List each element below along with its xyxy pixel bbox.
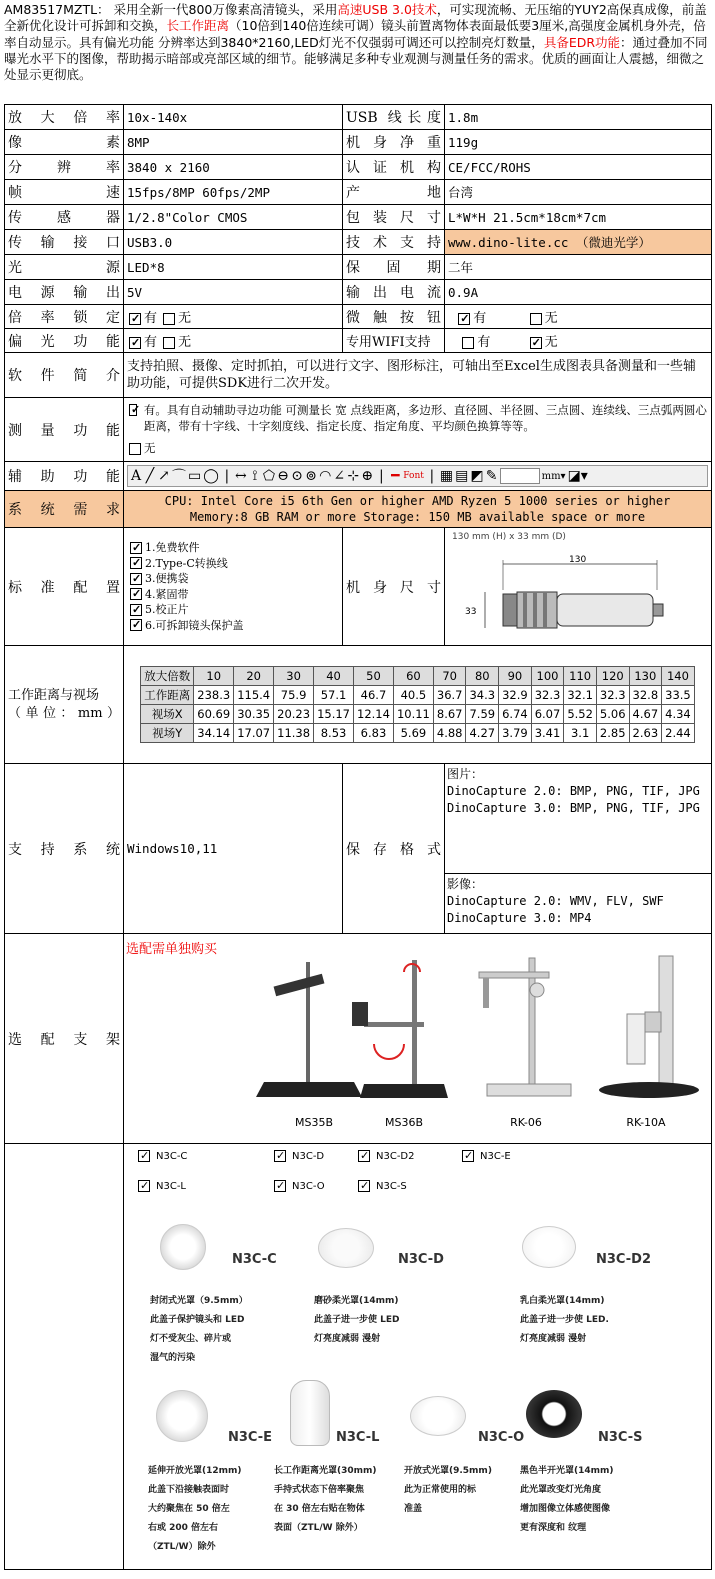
stand-gallery — [124, 936, 711, 1142]
spec-value: USB3.0 — [124, 230, 343, 255]
spec-label: 分辨率 — [5, 155, 124, 180]
list-item — [128, 556, 339, 572]
wd-cell: 46.7 — [354, 686, 394, 705]
spec-value: 119g — [445, 130, 712, 155]
polarizer-no-checkbox[interactable] — [163, 337, 175, 349]
cap-desc-line: 此盖子进一步使 LED. — [520, 1315, 609, 1325]
cap-desc-line: 表面（ZTL/W 除外） — [274, 1523, 363, 1533]
spec-label: 包装尺寸 — [343, 205, 445, 230]
wd-cell: 40 — [314, 667, 354, 686]
list-item-label: 3.便携袋 — [145, 572, 189, 585]
rate-lock-label: 倍率锁定 — [5, 305, 124, 329]
option-label: 无 — [178, 311, 192, 326]
dimension-caption: 130 mm (H) x 33 mm (D) — [452, 532, 566, 542]
item-checkbox[interactable] — [130, 588, 142, 600]
item-checkbox[interactable] — [130, 604, 142, 616]
polygon-tool-icon[interactable]: ⬠ — [262, 468, 276, 484]
lens-caps-section — [124, 1144, 711, 1566]
cap-description — [314, 1292, 484, 1349]
spec-label: USB 线长度 — [343, 105, 445, 130]
list-item-label: 5.校正片 — [145, 603, 189, 616]
list-item — [128, 571, 339, 587]
polyline-tool-icon[interactable]: ⟟ — [252, 468, 258, 484]
rate-lock-no-checkbox[interactable] — [163, 313, 175, 325]
cap-image — [290, 1380, 330, 1446]
wd-cell: 75.9 — [274, 686, 314, 705]
save-format-cell — [445, 764, 712, 934]
standard-config-label: 标准配置 — [5, 528, 124, 646]
cap-desc-line: 更有深度和 纹理 — [520, 1523, 587, 1533]
cap-check-label: N3C-E — [480, 1150, 511, 1162]
wd-cell: 5.06 — [596, 705, 629, 724]
spec-label: 放大倍率 — [5, 105, 124, 130]
spec-label: 像素 — [5, 130, 124, 155]
spec-label: 产地 — [343, 180, 445, 205]
wd-cell: 100 — [531, 667, 564, 686]
cap-name: N3C-S — [598, 1430, 643, 1445]
value-field[interactable] — [500, 468, 540, 484]
wd-label-unit: （单位：mm） — [8, 705, 120, 721]
rk06-stand-image — [469, 952, 579, 1102]
wd-cell: 34.3 — [466, 686, 499, 705]
angle-tool-icon[interactable]: ∠ — [333, 468, 346, 484]
wd-cell: 4.27 — [466, 724, 499, 743]
wifi-no-checkbox[interactable] — [530, 337, 542, 349]
cap-desc-line: （ZTL/W）除外 — [148, 1542, 216, 1552]
video-title: 影像： — [447, 877, 484, 891]
intro-text-4: ：通过叠加不同曝光水平下的图像，帮助揭示暗部或亮部区域的细节。能够满足多种专业观测与测量任务的需求。优质的画面让人震撼，细微之处显示更彻底。 — [4, 34, 708, 83]
cap-name: N3C-D2 — [596, 1252, 651, 1267]
list-item — [128, 587, 339, 603]
ms36b-stand-image — [344, 952, 454, 1102]
cap-desc-line: 大约聚焦在 50 倍左 — [148, 1504, 230, 1514]
cap-desc-line: 此盖子进一步使 LED — [314, 1315, 400, 1325]
table-row — [141, 667, 695, 686]
intro-highlight-distance: 长工作距离 — [166, 18, 230, 34]
wd-cell: 36.7 — [433, 686, 466, 705]
spec-table — [4, 104, 712, 1570]
stand-label: 选配支架 — [5, 934, 124, 1144]
wd-cell: 90 — [499, 667, 532, 686]
wd-cell: 8.67 — [433, 705, 466, 724]
cap-name: N3C-O — [478, 1430, 525, 1445]
option-label: 有 — [477, 335, 491, 350]
option-label: 无 — [544, 311, 558, 326]
measure-no-row — [127, 440, 708, 456]
calc-icon[interactable]: ▤ — [455, 468, 469, 484]
wd-cell: 70 — [433, 667, 466, 686]
svg-text:33: 33 — [465, 607, 477, 617]
wd-cell: 238.3 — [194, 686, 234, 705]
item-checkbox[interactable] — [130, 619, 142, 631]
cap-check-item — [136, 1150, 187, 1162]
wd-cell: 4.34 — [662, 705, 695, 724]
wd-cell: 50 — [354, 667, 394, 686]
wd-cell: 34.14 — [194, 724, 234, 743]
polarizer-label: 偏光功能 — [5, 329, 124, 353]
cap-description — [520, 1462, 690, 1538]
list-item-label: 2.Type-C转换线 — [145, 556, 228, 570]
wd-cell: 30.35 — [234, 705, 274, 724]
cap-desc-line: 此盖子保护镜头和 LED — [150, 1315, 245, 1325]
wd-cell: 2.44 — [662, 724, 695, 743]
cap-desc-line: 灯亮度减弱 漫射 — [520, 1334, 587, 1344]
color-picker-icon[interactable]: ◪▾ — [567, 468, 588, 484]
cap-desc-line: 开放式光罩(9.5mm) — [404, 1466, 492, 1476]
spec-value: 10x-140x — [124, 105, 343, 130]
os-value: Windows10,11 — [124, 764, 343, 934]
wd-cell: 115.4 — [234, 686, 274, 705]
wd-cell: 6.83 — [354, 724, 394, 743]
cap-image — [410, 1396, 466, 1436]
cap-check-label: N3C-O — [292, 1180, 325, 1192]
circle-tool-icon[interactable]: ⊖ — [277, 468, 289, 484]
spec-value: 台湾 — [445, 180, 712, 205]
edit-icon[interactable]: ✎ — [485, 468, 498, 484]
dimension-diagram-cell — [445, 528, 712, 646]
spec-label: 保固期 — [343, 255, 445, 280]
standard-config-list — [124, 528, 343, 646]
wd-cell: 10 — [194, 667, 234, 686]
touch-yes-checkbox[interactable] — [458, 313, 470, 325]
spec-value: CE/FCC/ROHS — [445, 155, 712, 180]
os-label: 支持系统 — [5, 764, 124, 934]
color-line-icon[interactable]: ━ — [391, 468, 400, 484]
cap-desc-line: 在 30 倍左右贴在物体 — [274, 1504, 365, 1514]
wd-cell: 30 — [274, 667, 314, 686]
software-label: 软件简介 — [5, 353, 124, 398]
cap-image — [156, 1390, 208, 1442]
point-tool-icon[interactable]: ⊹ — [347, 468, 360, 484]
separator-icon: | — [429, 468, 435, 484]
unit-dropdown-icon[interactable]: mm▾ — [541, 470, 566, 482]
cap-desc-line: 封闭式光罩（9.5mm） — [150, 1296, 248, 1306]
table-row — [141, 686, 695, 705]
separator-icon: | — [224, 468, 230, 484]
touch-button-options — [445, 305, 712, 329]
stand-caption: RK-10A — [626, 1115, 666, 1129]
list-item-label: 1.免费软件 — [145, 541, 200, 554]
list-item — [128, 618, 339, 634]
wd-cell: 15.17 — [314, 705, 354, 724]
spec-value: 8MP — [124, 130, 343, 155]
cap-name: N3C-E — [228, 1430, 273, 1445]
cap-check-item — [272, 1150, 324, 1162]
picture-title: 图片： — [447, 767, 484, 781]
measure-no-text: 无 — [144, 441, 156, 455]
font-icon[interactable]: Font — [403, 471, 424, 481]
wd-cell: 12.14 — [354, 705, 394, 724]
svg-text:130: 130 — [569, 555, 587, 565]
measure-yes-row — [127, 402, 708, 434]
crosshair-icon[interactable]: ⊕ — [361, 468, 374, 484]
cap-image — [160, 1224, 206, 1270]
arc-tool-icon[interactable]: ◠ — [319, 468, 332, 484]
wd-cell: 8.53 — [314, 724, 354, 743]
text-tool-icon[interactable]: A — [130, 468, 142, 484]
cap-check-label: N3C-D — [292, 1150, 325, 1162]
spec-value: 1.8m — [445, 105, 712, 130]
wd-cell: 140 — [662, 667, 695, 686]
three-point-circle-icon[interactable]: ⊚ — [305, 468, 317, 484]
cap-desc-line: 黑色半开光罩(14mm) — [520, 1466, 614, 1476]
grid-icon[interactable]: ▦ — [439, 468, 454, 484]
measure-options — [124, 398, 712, 462]
wd-cell: 3.79 — [499, 724, 532, 743]
option-label: 有 — [144, 335, 158, 350]
cap-desc-line: 此光罩改变灯光角度 — [520, 1485, 602, 1495]
option-label: 无 — [544, 335, 558, 350]
system-req-text — [124, 491, 712, 528]
cap-checkbox[interactable] — [358, 1180, 370, 1192]
spec-value: 二年 — [445, 255, 712, 280]
wd-cell: 7.59 — [466, 705, 499, 724]
spec-value: 15fps/8MP 60fps/2MP — [124, 180, 343, 205]
polarizer-yes-checkbox[interactable] — [129, 337, 141, 349]
body-size-label: 机身尺寸 — [343, 528, 445, 646]
working-distance-table-cell — [124, 646, 712, 764]
caps-cell — [124, 1144, 712, 1570]
cap-name: N3C-L — [336, 1430, 380, 1445]
measure-yes-checkbox[interactable] — [129, 404, 137, 416]
intro-text-2: ，可实现流畅、无压缩的YUY2高保真成像，前盖全新优化设计可拆卸和交换， — [4, 2, 707, 34]
wd-cell: 4.67 — [629, 705, 662, 724]
cap-name: N3C-C — [232, 1252, 277, 1267]
cap-checkbox[interactable] — [462, 1150, 474, 1162]
measure-label: 测量功能 — [5, 398, 124, 462]
stand-cell — [124, 934, 712, 1144]
picture-format-3: DinoCapture 3.0: BMP, PNG, TIF, JPG — [447, 801, 700, 815]
spec-label: 技术支持 — [343, 230, 445, 255]
wd-row-header: 视场Y — [141, 724, 194, 743]
list-item — [128, 540, 339, 556]
cap-check-item — [272, 1180, 325, 1192]
spec-label: 传输接口 — [5, 230, 124, 255]
wd-cell: 32.3 — [596, 686, 629, 705]
aux-label: 辅助功能 — [5, 462, 124, 491]
touch-button-label: 微触按钮 — [343, 305, 445, 329]
microscope-dimension-diagram — [451, 550, 711, 640]
rate-lock-yes-checkbox[interactable] — [129, 313, 141, 325]
wd-cell: 4.88 — [433, 724, 466, 743]
cap-desc-line: 乳白柔光罩(14mm) — [520, 1296, 605, 1306]
cap-check-item — [356, 1180, 407, 1192]
wd-row-header: 工作距离 — [141, 686, 194, 705]
working-distance-label — [5, 646, 124, 764]
wd-row-header: 视场X — [141, 705, 194, 724]
spec-label: 传感器 — [5, 205, 124, 230]
stand-caption: RK-06 — [510, 1115, 542, 1129]
wd-label-title: 工作距离与视场 — [8, 687, 100, 703]
ellipse-tool-icon[interactable]: ◯ — [203, 468, 219, 484]
working-distance-table — [140, 666, 695, 743]
cap-image — [526, 1390, 582, 1438]
software-description: 支持拍照、摄像、定时抓拍，可以进行文字、图形标注，可轴出至Excel生成图表具备测量和一些辅助功能，可提供SDK进行二次开发。 — [124, 353, 712, 398]
wd-cell: 3.41 — [531, 724, 564, 743]
wd-cell: 6.74 — [499, 705, 532, 724]
wd-cell: 2.63 — [629, 724, 662, 743]
cap-desc-line: 增加图像立体感使图像 — [520, 1504, 611, 1514]
polarizer-options — [124, 329, 343, 353]
spec-label: 电源输出 — [5, 280, 124, 305]
cap-checkbox[interactable] — [274, 1180, 286, 1192]
wifi-yes-checkbox[interactable] — [462, 337, 474, 349]
rect-tool-icon[interactable]: ▭ — [188, 468, 202, 484]
wifi-options — [445, 329, 712, 353]
video-formats — [445, 874, 711, 929]
wd-cell: 2.85 — [596, 724, 629, 743]
cap-desc-line: 湿气的污染 — [150, 1353, 196, 1363]
wd-cell: 32.1 — [564, 686, 597, 705]
option-label: 无 — [178, 335, 192, 350]
cap-check-item — [460, 1150, 511, 1162]
system-req-line1: CPU: Intel Core i5 6th Gen or higher AMD Ryzen 5 1000 series or higher — [164, 494, 671, 508]
item-checkbox[interactable] — [130, 557, 142, 569]
cap-name: N3C-D — [398, 1252, 444, 1267]
table-row — [141, 705, 695, 724]
cap-desc-line: 此盖下沿接触表面时 — [148, 1485, 230, 1495]
list-item-label: 4.紧固带 — [145, 587, 189, 601]
cap-description — [520, 1292, 690, 1349]
list-item-label: 6.可拆卸镜头保护盖 — [145, 618, 244, 632]
video-format-2: DinoCapture 2.0: WMV, FLV, SWF — [447, 894, 664, 908]
intro-text-3: （10倍到140倍连续可调）镜头前置离物体表面最低要3厘米,高强度金属机身外壳，倍率自动显示。具有偏光功能 分辨率达到3840*2160,LED灯光不仅强弱可调还可以控制亮灯数量， — [4, 18, 706, 50]
cap-desc-line: 磨砂柔光罩(14mm) — [314, 1296, 399, 1306]
wd-cell: 32.3 — [531, 686, 564, 705]
stand-caption: MS35B — [294, 1115, 334, 1129]
wd-cell: 32.9 — [499, 686, 532, 705]
spec-label: 帧速 — [5, 180, 124, 205]
intro-text-1: AM83517MZTL： 采用全新一代800万像素高清镜头，采用 — [4, 2, 338, 17]
wd-cell: 130 — [629, 667, 662, 686]
tool-toolbar — [127, 465, 708, 487]
spec-value: 0.9A — [445, 280, 712, 305]
wd-cell: 20.23 — [274, 705, 314, 724]
intro-highlight-edr: 具备EDR功能 — [543, 34, 621, 50]
cap-checkbox[interactable] — [358, 1150, 370, 1162]
spec-label: 输出电流 — [343, 280, 445, 305]
tech-support-link[interactable]: www.dino-lite.cc （微迪光学） — [445, 230, 712, 255]
wd-row-header: 放大倍数 — [141, 667, 194, 686]
table-row — [141, 724, 695, 743]
measure-no-checkbox[interactable] — [129, 443, 141, 455]
intro-highlight-usb: 高速USB 3.0技术 — [337, 2, 437, 17]
wd-cell: 60.69 — [194, 705, 234, 724]
cap-check-label: N3C-C — [156, 1150, 188, 1162]
picture-format-2: DinoCapture 2.0: BMP, PNG, TIF, JPG — [447, 784, 700, 798]
cap-description — [150, 1292, 320, 1368]
cap-desc-line: 延伸开放光罩(12mm) — [148, 1466, 242, 1476]
measure-yes-text: 有。具有自动辅助寻边功能 可测量长 宽 点线距离，多边形、直径圆、半径圆、三点圆、连续线、三点弧两圆心距离，带有十字线、十字刻度线、指定长度、指定角度、平均颜色换算等等。 — [143, 403, 707, 433]
curve-tool-icon[interactable]: ⌒ — [172, 469, 186, 485]
wd-cell: 6.07 — [531, 705, 564, 724]
cap-check-item — [136, 1180, 186, 1192]
wd-cell: 17.07 — [234, 724, 274, 743]
system-req-line2: Memory:8 GB RAM or more Storage: 150 MB available space or more — [189, 510, 646, 524]
spec-value: L*W*H 21.5cm*18cm*7cm — [445, 205, 712, 230]
chart-icon[interactable]: ◩ — [470, 468, 484, 484]
option-label: 有 — [144, 311, 158, 326]
cap-check-item — [356, 1150, 415, 1162]
cap-checkbox[interactable] — [274, 1150, 286, 1162]
stand-caption: MS36B — [384, 1115, 424, 1129]
rate-lock-options — [124, 305, 343, 329]
wifi-label: 专用WIFI支持 — [343, 329, 445, 353]
cap-check-label: N3C-S — [376, 1180, 407, 1192]
wd-cell: 33.5 — [662, 686, 695, 705]
wd-cell: 5.52 — [564, 705, 597, 724]
cap-desc-line: 灯亮度减弱 漫射 — [314, 1334, 381, 1344]
cap-image — [318, 1228, 374, 1268]
wd-cell: 11.38 — [274, 724, 314, 743]
cap-desc-line: 灯不受灰尘、碎片或 — [150, 1334, 232, 1344]
wd-cell: 80 — [466, 667, 499, 686]
caps-empty-label — [5, 1144, 124, 1570]
separator-icon: | — [378, 468, 384, 484]
touch-no-checkbox[interactable] — [530, 313, 542, 325]
cap-desc-line: 右或 200 倍左右 — [148, 1523, 219, 1533]
wd-cell: 20 — [234, 667, 274, 686]
option-label: 有 — [473, 311, 487, 326]
spec-label: 光源 — [5, 255, 124, 280]
radius-tool-icon[interactable]: ⊙ — [291, 468, 303, 484]
product-intro — [4, 2, 711, 100]
spec-value: 1/2.8"Color CMOS — [124, 205, 343, 230]
item-checkbox[interactable] — [130, 542, 142, 554]
line-tool-icon[interactable]: ╱ — [145, 468, 155, 484]
arrow-tool-icon[interactable]: ↗ — [158, 468, 170, 484]
wd-cell: 10.11 — [393, 705, 433, 724]
wd-cell: 60 — [393, 667, 433, 686]
save-format-label: 保存格式 — [343, 764, 445, 934]
cap-desc-line: 准盖 — [404, 1504, 423, 1514]
aux-toolbar-cell — [124, 462, 712, 491]
distance-tool-icon[interactable]: ↔ — [235, 468, 247, 484]
spec-label: 机身净重 — [343, 130, 445, 155]
spec-value: LED*8 — [124, 255, 343, 280]
cap-checkbox[interactable] — [138, 1150, 150, 1162]
wd-cell: 110 — [564, 667, 597, 686]
cap-checkbox[interactable] — [138, 1180, 150, 1192]
system-req-label: 系统需求 — [5, 491, 124, 528]
picture-formats — [445, 764, 711, 874]
wd-cell: 3.1 — [564, 724, 597, 743]
cap-image — [522, 1226, 576, 1268]
list-item — [128, 602, 339, 618]
wd-cell: 120 — [596, 667, 629, 686]
spec-label: 认证机构 — [343, 155, 445, 180]
wd-cell: 5.69 — [393, 724, 433, 743]
cap-desc-line: 长工作距离光罩(30mm) — [274, 1466, 377, 1476]
cap-desc-line: 手持式状态下倍率聚焦 — [274, 1485, 365, 1495]
stand-purchase-note: 选配需单独购买 — [126, 941, 218, 957]
spec-value: 3840 x 2160 — [124, 155, 343, 180]
cap-check-label: N3C-L — [156, 1180, 187, 1192]
rk10a-stand-image — [589, 952, 699, 1102]
wd-cell: 32.8 — [629, 686, 662, 705]
cap-check-label: N3C-D2 — [376, 1150, 415, 1162]
video-format-3: DinoCapture 3.0: MP4 — [447, 911, 592, 925]
cap-desc-line: 此为正常使用的标 — [404, 1485, 477, 1495]
item-checkbox[interactable] — [130, 573, 142, 585]
wd-cell: 57.1 — [314, 686, 354, 705]
wd-cell: 40.5 — [393, 686, 433, 705]
spec-value: 5V — [124, 280, 343, 305]
